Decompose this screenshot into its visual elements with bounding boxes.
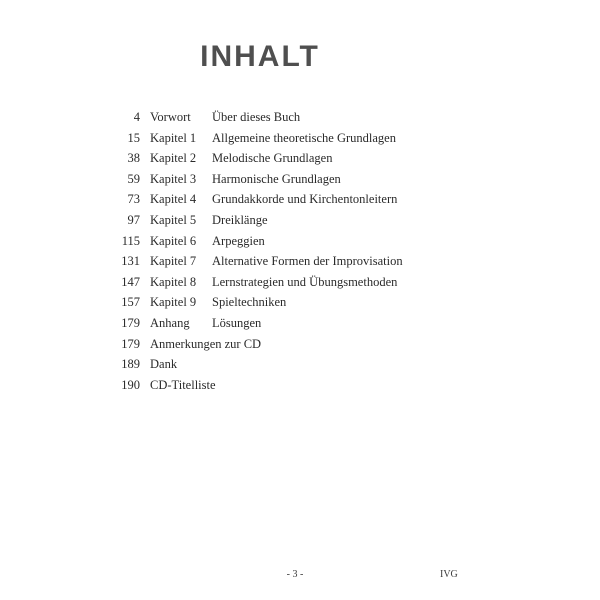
toc-entry xyxy=(100,169,460,190)
toc-entry xyxy=(100,292,460,313)
toc-chapter-label: Kapitel 3 xyxy=(150,171,197,186)
toc-chapter-label: Kapitel 4 xyxy=(150,192,197,207)
toc-entry-title: Lernstrategien und Übungsmethoden xyxy=(212,274,398,289)
toc-entry-title: Grundakkorde und Kirchentonleitern xyxy=(212,192,398,207)
toc-entry-title: Harmonische Grundlagen xyxy=(212,171,341,186)
toc-chapter-label: Kapitel 6 xyxy=(150,233,197,248)
toc-entry-title: Lösungen xyxy=(212,315,262,330)
toc-page-number: 15 xyxy=(127,130,140,145)
toc-entry-title: Dreiklänge xyxy=(212,212,268,227)
toc-entry-title: Allgemeine theoretische Grundlagen xyxy=(212,130,396,145)
toc-entry xyxy=(100,148,460,169)
toc-entry-title: Arpeggien xyxy=(212,233,265,248)
toc-page-number: 4 xyxy=(133,110,140,124)
toc-entry xyxy=(100,128,460,149)
toc-page-number: 131 xyxy=(121,254,140,269)
toc-entry-title: Spieltechniken xyxy=(212,295,287,310)
footer-page-number: - 3 - xyxy=(286,569,304,580)
toc-page-number: 179 xyxy=(121,315,140,330)
toc-page-number: 59 xyxy=(127,171,140,186)
footer-brand: IVG xyxy=(440,569,458,580)
toc-chapter-label: Kapitel 1 xyxy=(150,130,197,145)
toc-chapter-label: Vorwort xyxy=(150,110,191,124)
table-of-contents xyxy=(100,107,460,395)
toc-chapter-label: Anmerkungen zur CD xyxy=(150,336,262,351)
toc-entry xyxy=(100,354,460,375)
toc-entry-title: Alternative Formen der Improvisation xyxy=(212,254,403,269)
toc-page-number: 189 xyxy=(121,357,140,372)
toc-entry xyxy=(100,210,460,231)
toc-chapter-label: Kapitel 7 xyxy=(150,254,197,269)
toc-page-number: 147 xyxy=(121,274,140,289)
toc-chapter-label: Kapitel 8 xyxy=(150,274,197,289)
toc-page-number: 38 xyxy=(127,151,140,166)
toc-chapter-label: Anhang xyxy=(150,315,190,330)
toc-entry-title: Melodische Grundlagen xyxy=(212,151,333,166)
toc-page-number: 157 xyxy=(121,295,140,310)
toc-page-number: 73 xyxy=(127,192,140,207)
toc-chapter-label: Kapitel 9 xyxy=(150,295,197,310)
toc-page-number: 179 xyxy=(121,336,140,351)
toc-chapter-label: Kapitel 2 xyxy=(150,151,197,166)
toc-entry xyxy=(100,313,460,334)
toc-chapter-label: Kapitel 5 xyxy=(150,212,197,227)
toc-chapter-label: Dank xyxy=(150,357,178,372)
toc-entry-title: Über dieses Buch xyxy=(212,110,301,124)
toc-entry xyxy=(100,107,460,128)
toc-entry xyxy=(100,272,460,293)
toc-entry xyxy=(100,189,460,210)
page-title: INHALT xyxy=(200,40,320,73)
toc-page-number: 115 xyxy=(121,233,140,248)
toc-entry xyxy=(100,251,460,272)
toc-page-number: 97 xyxy=(127,212,140,227)
toc-chapter-label: CD-Titelliste xyxy=(150,377,216,392)
toc-page-number: 190 xyxy=(121,377,140,392)
toc-entry xyxy=(100,334,460,355)
toc-entry xyxy=(100,231,460,252)
toc-entry xyxy=(100,375,460,396)
